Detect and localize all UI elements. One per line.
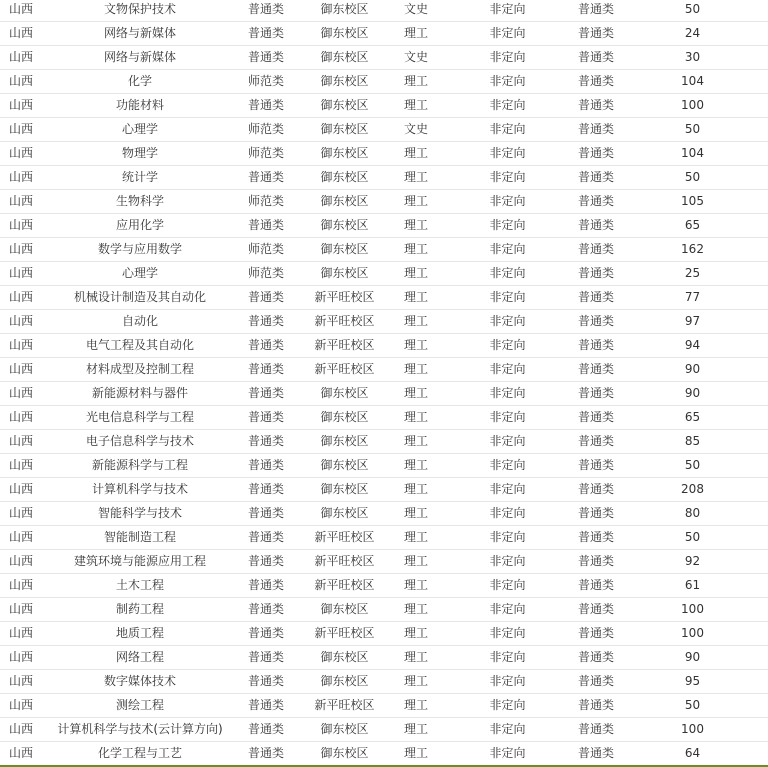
type-cell: 普通类: [575, 430, 617, 454]
subject-cell: 理工: [392, 574, 440, 598]
quota-cell: 30: [617, 46, 768, 70]
major-cell: 智能制造工程: [45, 526, 235, 550]
campus-cell: 御东校区: [297, 0, 392, 22]
province-cell: 山西: [0, 502, 45, 526]
table-row: [0, 70, 768, 94]
major-cell: 文物保护技术: [45, 0, 235, 22]
major-cell: 数字媒体技术: [45, 670, 235, 694]
province-cell: 山西: [0, 598, 45, 622]
table-row: [0, 622, 768, 646]
category-cell: 普通类: [235, 742, 297, 766]
campus-cell: 御东校区: [297, 142, 392, 166]
province-cell: 山西: [0, 694, 45, 718]
type-cell: 普通类: [575, 358, 617, 382]
subject-cell: 理工: [392, 502, 440, 526]
subject-cell: 理工: [392, 262, 440, 286]
quota-cell: 85: [617, 430, 768, 454]
quota-cell: 50: [617, 0, 768, 22]
province-cell: 山西: [0, 238, 45, 262]
province-cell: 山西: [0, 742, 45, 766]
campus-cell: 御东校区: [297, 382, 392, 406]
major-cell: 物理学: [45, 142, 235, 166]
table-row: [0, 694, 768, 718]
table-row: [0, 574, 768, 598]
major-cell: 网络工程: [45, 646, 235, 670]
subject-cell: 理工: [392, 718, 440, 742]
subject-cell: 文史: [392, 0, 440, 22]
type-cell: 普通类: [575, 478, 617, 502]
quota-cell: 100: [617, 94, 768, 118]
category-cell: 师范类: [235, 190, 297, 214]
category-cell: 普通类: [235, 94, 297, 118]
province-cell: 山西: [0, 526, 45, 550]
category-cell: 师范类: [235, 142, 297, 166]
category-cell: 普通类: [235, 382, 297, 406]
category-cell: 普通类: [235, 286, 297, 310]
category-cell: 普通类: [235, 718, 297, 742]
type-cell: 普通类: [575, 718, 617, 742]
major-cell: 化学: [45, 70, 235, 94]
table-row: [0, 166, 768, 190]
major-cell: 机械设计制造及其自动化: [45, 286, 235, 310]
type-cell: 普通类: [575, 262, 617, 286]
subject-cell: 理工: [392, 382, 440, 406]
category-cell: 普通类: [235, 334, 297, 358]
quota-cell: 104: [617, 70, 768, 94]
category-cell: 普通类: [235, 598, 297, 622]
category-cell: 普通类: [235, 46, 297, 70]
orientation-cell: 非定向: [440, 214, 575, 238]
subject-cell: 理工: [392, 190, 440, 214]
quota-cell: 92: [617, 550, 768, 574]
type-cell: 普通类: [575, 502, 617, 526]
category-cell: 普通类: [235, 0, 297, 22]
type-cell: 普通类: [575, 694, 617, 718]
type-cell: 普通类: [575, 166, 617, 190]
campus-cell: 新平旺校区: [297, 694, 392, 718]
orientation-cell: 非定向: [440, 22, 575, 46]
table-row: [0, 118, 768, 142]
quota-cell: 25: [617, 262, 768, 286]
orientation-cell: 非定向: [440, 526, 575, 550]
orientation-cell: 非定向: [440, 406, 575, 430]
subject-cell: 理工: [392, 238, 440, 262]
category-cell: 普通类: [235, 646, 297, 670]
province-cell: 山西: [0, 142, 45, 166]
quota-cell: 208: [617, 478, 768, 502]
orientation-cell: 非定向: [440, 670, 575, 694]
province-cell: 山西: [0, 550, 45, 574]
orientation-cell: 非定向: [440, 550, 575, 574]
category-cell: 普通类: [235, 214, 297, 238]
campus-cell: 新平旺校区: [297, 526, 392, 550]
province-cell: 山西: [0, 574, 45, 598]
type-cell: 普通类: [575, 334, 617, 358]
table-row: [0, 382, 768, 406]
major-cell: 心理学: [45, 118, 235, 142]
quota-cell: 90: [617, 646, 768, 670]
orientation-cell: 非定向: [440, 70, 575, 94]
orientation-cell: 非定向: [440, 502, 575, 526]
table-row: [0, 46, 768, 70]
subject-cell: 理工: [392, 406, 440, 430]
quota-cell: 100: [617, 598, 768, 622]
type-cell: 普通类: [575, 454, 617, 478]
category-cell: 师范类: [235, 118, 297, 142]
subject-cell: 理工: [392, 454, 440, 478]
major-cell: 测绘工程: [45, 694, 235, 718]
category-cell: 普通类: [235, 526, 297, 550]
type-cell: 普通类: [575, 382, 617, 406]
campus-cell: 御东校区: [297, 262, 392, 286]
type-cell: 普通类: [575, 70, 617, 94]
major-cell: 计算机科学与技术: [45, 478, 235, 502]
major-cell: 计算机科学与技术(云计算方向): [45, 718, 235, 742]
orientation-cell: 非定向: [440, 478, 575, 502]
province-cell: 山西: [0, 646, 45, 670]
type-cell: 普通类: [575, 190, 617, 214]
campus-cell: 御东校区: [297, 406, 392, 430]
major-cell: 地质工程: [45, 622, 235, 646]
campus-cell: 御东校区: [297, 430, 392, 454]
campus-cell: 御东校区: [297, 166, 392, 190]
campus-cell: 御东校区: [297, 598, 392, 622]
subject-cell: 理工: [392, 694, 440, 718]
orientation-cell: 非定向: [440, 382, 575, 406]
campus-cell: 御东校区: [297, 94, 392, 118]
quota-cell: 64: [617, 742, 768, 766]
quota-cell: 65: [617, 214, 768, 238]
campus-cell: 御东校区: [297, 718, 392, 742]
orientation-cell: 非定向: [440, 238, 575, 262]
major-cell: 光电信息科学与工程: [45, 406, 235, 430]
major-cell: 自动化: [45, 310, 235, 334]
campus-cell: 御东校区: [297, 214, 392, 238]
type-cell: 普通类: [575, 286, 617, 310]
quota-cell: 90: [617, 382, 768, 406]
province-cell: 山西: [0, 94, 45, 118]
subject-cell: 理工: [392, 358, 440, 382]
province-cell: 山西: [0, 478, 45, 502]
table-row: [0, 214, 768, 238]
campus-cell: 御东校区: [297, 742, 392, 766]
category-cell: 普通类: [235, 454, 297, 478]
quota-cell: 50: [617, 454, 768, 478]
quota-cell: 90: [617, 358, 768, 382]
major-cell: 功能材料: [45, 94, 235, 118]
table-row: [0, 334, 768, 358]
quota-cell: 50: [617, 694, 768, 718]
type-cell: 普通类: [575, 238, 617, 262]
province-cell: 山西: [0, 214, 45, 238]
subject-cell: 理工: [392, 742, 440, 766]
subject-cell: 理工: [392, 478, 440, 502]
subject-cell: 文史: [392, 118, 440, 142]
orientation-cell: 非定向: [440, 166, 575, 190]
major-cell: 电气工程及其自动化: [45, 334, 235, 358]
province-cell: 山西: [0, 382, 45, 406]
type-cell: 普通类: [575, 118, 617, 142]
campus-cell: 新平旺校区: [297, 550, 392, 574]
category-cell: 普通类: [235, 622, 297, 646]
type-cell: 普通类: [575, 46, 617, 70]
category-cell: 师范类: [235, 70, 297, 94]
subject-cell: 理工: [392, 310, 440, 334]
type-cell: 普通类: [575, 94, 617, 118]
category-cell: 普通类: [235, 358, 297, 382]
campus-cell: 新平旺校区: [297, 622, 392, 646]
province-cell: 山西: [0, 430, 45, 454]
subject-cell: 理工: [392, 286, 440, 310]
major-cell: 应用化学: [45, 214, 235, 238]
major-cell: 统计学: [45, 166, 235, 190]
orientation-cell: 非定向: [440, 694, 575, 718]
orientation-cell: 非定向: [440, 118, 575, 142]
table-row: [0, 430, 768, 454]
campus-cell: 御东校区: [297, 46, 392, 70]
province-cell: 山西: [0, 166, 45, 190]
subject-cell: 理工: [392, 598, 440, 622]
subject-cell: 理工: [392, 142, 440, 166]
type-cell: 普通类: [575, 214, 617, 238]
province-cell: 山西: [0, 622, 45, 646]
quota-cell: 100: [617, 622, 768, 646]
orientation-cell: 非定向: [440, 310, 575, 334]
category-cell: 普通类: [235, 670, 297, 694]
table-row: [0, 142, 768, 166]
table-row: [0, 598, 768, 622]
province-cell: 山西: [0, 358, 45, 382]
quota-cell: 94: [617, 334, 768, 358]
subject-cell: 理工: [392, 334, 440, 358]
quota-cell: 24: [617, 22, 768, 46]
province-cell: 山西: [0, 70, 45, 94]
type-cell: 普通类: [575, 574, 617, 598]
type-cell: 普通类: [575, 0, 617, 22]
province-cell: 山西: [0, 406, 45, 430]
orientation-cell: 非定向: [440, 454, 575, 478]
campus-cell: 新平旺校区: [297, 334, 392, 358]
major-cell: 生物科学: [45, 190, 235, 214]
orientation-cell: 非定向: [440, 334, 575, 358]
province-cell: 山西: [0, 310, 45, 334]
type-cell: 普通类: [575, 406, 617, 430]
quota-cell: 97: [617, 310, 768, 334]
category-cell: 师范类: [235, 238, 297, 262]
type-cell: 普通类: [575, 670, 617, 694]
province-cell: 山西: [0, 46, 45, 70]
subject-cell: 理工: [392, 646, 440, 670]
orientation-cell: 非定向: [440, 94, 575, 118]
orientation-cell: 非定向: [440, 358, 575, 382]
campus-cell: 御东校区: [297, 70, 392, 94]
category-cell: 普通类: [235, 550, 297, 574]
orientation-cell: 非定向: [440, 262, 575, 286]
quota-cell: 104: [617, 142, 768, 166]
table-row: [0, 670, 768, 694]
quota-cell: 50: [617, 166, 768, 190]
type-cell: 普通类: [575, 622, 617, 646]
subject-cell: 理工: [392, 94, 440, 118]
orientation-cell: 非定向: [440, 286, 575, 310]
subject-cell: 理工: [392, 550, 440, 574]
subject-cell: 理工: [392, 214, 440, 238]
table-row: [0, 526, 768, 550]
type-cell: 普通类: [575, 526, 617, 550]
table-row: [0, 502, 768, 526]
subject-cell: 理工: [392, 166, 440, 190]
major-cell: 建筑环境与能源应用工程: [45, 550, 235, 574]
province-cell: 山西: [0, 22, 45, 46]
table-row: [0, 406, 768, 430]
major-cell: 材料成型及控制工程: [45, 358, 235, 382]
quota-cell: 50: [617, 526, 768, 550]
campus-cell: 御东校区: [297, 670, 392, 694]
campus-cell: 御东校区: [297, 118, 392, 142]
subject-cell: 理工: [392, 622, 440, 646]
quota-cell: 162: [617, 238, 768, 262]
campus-cell: 新平旺校区: [297, 574, 392, 598]
province-cell: 山西: [0, 0, 45, 22]
category-cell: 普通类: [235, 166, 297, 190]
province-cell: 山西: [0, 454, 45, 478]
category-cell: 普通类: [235, 574, 297, 598]
category-cell: 普通类: [235, 502, 297, 526]
major-cell: 网络与新媒体: [45, 46, 235, 70]
category-cell: 普通类: [235, 430, 297, 454]
major-cell: 网络与新媒体: [45, 22, 235, 46]
major-cell: 数学与应用数学: [45, 238, 235, 262]
quota-cell: 80: [617, 502, 768, 526]
campus-cell: 御东校区: [297, 478, 392, 502]
orientation-cell: 非定向: [440, 718, 575, 742]
table-row: [0, 262, 768, 286]
province-cell: 山西: [0, 190, 45, 214]
province-cell: 山西: [0, 334, 45, 358]
orientation-cell: 非定向: [440, 46, 575, 70]
orientation-cell: 非定向: [440, 646, 575, 670]
table-row: [0, 94, 768, 118]
campus-cell: 御东校区: [297, 238, 392, 262]
orientation-cell: 非定向: [440, 598, 575, 622]
campus-cell: 御东校区: [297, 502, 392, 526]
orientation-cell: 非定向: [440, 190, 575, 214]
subject-cell: 理工: [392, 22, 440, 46]
province-cell: 山西: [0, 286, 45, 310]
subject-cell: 理工: [392, 670, 440, 694]
category-cell: 普通类: [235, 478, 297, 502]
quota-cell: 65: [617, 406, 768, 430]
table-row: [0, 358, 768, 382]
campus-cell: 御东校区: [297, 190, 392, 214]
table-row: [0, 22, 768, 46]
major-cell: 心理学: [45, 262, 235, 286]
category-cell: 普通类: [235, 310, 297, 334]
province-cell: 山西: [0, 718, 45, 742]
table-row: [0, 238, 768, 262]
province-cell: 山西: [0, 670, 45, 694]
table-row: [0, 310, 768, 334]
subject-cell: 理工: [392, 526, 440, 550]
major-cell: 新能源科学与工程: [45, 454, 235, 478]
type-cell: 普通类: [575, 550, 617, 574]
quota-cell: 105: [617, 190, 768, 214]
orientation-cell: 非定向: [440, 742, 575, 766]
type-cell: 普通类: [575, 742, 617, 766]
table-row: [0, 742, 768, 766]
category-cell: 普通类: [235, 694, 297, 718]
table-row: [0, 478, 768, 502]
table-row: [0, 190, 768, 214]
subject-cell: 文史: [392, 46, 440, 70]
type-cell: 普通类: [575, 598, 617, 622]
table-row: [0, 286, 768, 310]
province-cell: 山西: [0, 262, 45, 286]
major-cell: 电子信息科学与技术: [45, 430, 235, 454]
campus-cell: 御东校区: [297, 646, 392, 670]
type-cell: 普通类: [575, 142, 617, 166]
type-cell: 普通类: [575, 22, 617, 46]
campus-cell: 新平旺校区: [297, 286, 392, 310]
campus-cell: 御东校区: [297, 22, 392, 46]
quota-cell: 61: [617, 574, 768, 598]
type-cell: 普通类: [575, 310, 617, 334]
table-row: [0, 718, 768, 742]
category-cell: 普通类: [235, 22, 297, 46]
major-cell: 土木工程: [45, 574, 235, 598]
category-cell: 普通类: [235, 406, 297, 430]
major-cell: 制药工程: [45, 598, 235, 622]
orientation-cell: 非定向: [440, 430, 575, 454]
table-row: [0, 646, 768, 670]
subject-cell: 理工: [392, 70, 440, 94]
major-cell: 智能科学与技术: [45, 502, 235, 526]
table-row: [0, 454, 768, 478]
major-cell: 化学工程与工艺: [45, 742, 235, 766]
orientation-cell: 非定向: [440, 574, 575, 598]
campus-cell: 新平旺校区: [297, 310, 392, 334]
subject-cell: 理工: [392, 430, 440, 454]
type-cell: 普通类: [575, 646, 617, 670]
quota-cell: 100: [617, 718, 768, 742]
campus-cell: 御东校区: [297, 454, 392, 478]
orientation-cell: 非定向: [440, 142, 575, 166]
orientation-cell: 非定向: [440, 622, 575, 646]
table-row: [0, 550, 768, 574]
major-cell: 新能源材料与器件: [45, 382, 235, 406]
table-row: [0, 0, 768, 22]
orientation-cell: 非定向: [440, 0, 575, 22]
category-cell: 师范类: [235, 262, 297, 286]
quota-cell: 77: [617, 286, 768, 310]
quota-cell: 50: [617, 118, 768, 142]
province-cell: 山西: [0, 118, 45, 142]
quota-cell: 95: [617, 670, 768, 694]
campus-cell: 新平旺校区: [297, 358, 392, 382]
